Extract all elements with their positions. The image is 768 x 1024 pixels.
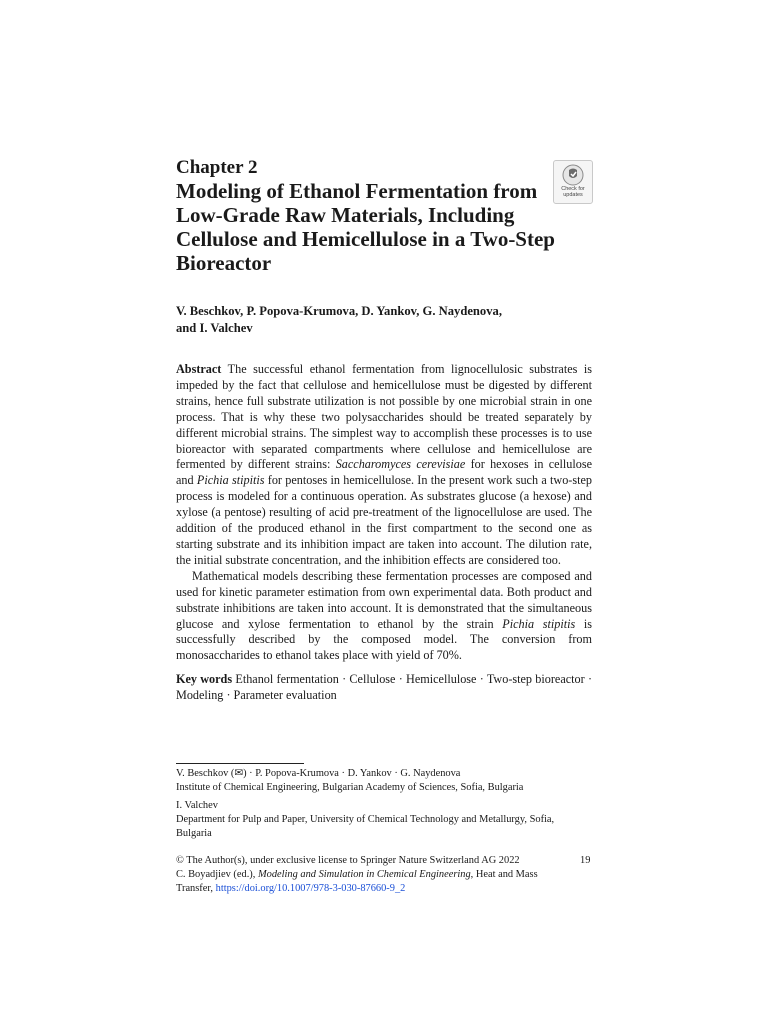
keywords [176, 672, 592, 704]
abstract-text-1a: The successful ethanol fermentation from lignocellulosic substrates is impeded by the fact that cellulose and hemicellulose must be digested by different strains, hence full substrate utilization is not possible by one microbial strain in one process. That is why these two polysaccharides should be treated separately by different microbial strains. The simplest way to accomplish these processes is to use bioreactor with separated compartments where cellulose and hemicellulose are fermented by different strains: [176, 362, 592, 472]
abstract-paragraph-1 [176, 362, 592, 569]
author-list [176, 303, 596, 337]
abstract-label: Abstract [176, 362, 222, 376]
species-pichia: Pichia stipitis [196, 473, 265, 488]
check-for-updates-icon [562, 164, 584, 186]
chapter-title: Modeling of Ethanol Fermentation from Low-Grade Raw Materials, Including Cellulose and Hemicellulose in a Two-Step Bioreactor [176, 179, 555, 275]
copyright-notice [176, 854, 571, 896]
copyright-text: © The Author(s), under exclusive license to Springer Nature Switzerland AG 2022 [176, 855, 520, 866]
badge-text-line1: Check for [561, 186, 585, 192]
page-number: 19 [580, 855, 591, 866]
affiliation-2 [176, 799, 571, 841]
affiliation-1-institution: Institute of Chemical Engineering, Bulgarian Academy of Sciences, Sofia, Bulgaria [176, 782, 524, 793]
affiliation-1 [176, 767, 592, 795]
abstract-text-2a: Mathematical models describing these fermentation processes are composed and used for kinetic parameter estimation from own experimental data. Both product and substrate inhibitions are taken into account. It is demonstrated that the simultaneous glucose and xylose fermentation to ethanol by the strain [176, 568, 592, 631]
abstract-paragraph-2 [176, 569, 592, 664]
abstract-text-2b: is successfully described by the composed model. The conversion from monosaccharides to ethanol takes place with yield of 70%. [176, 616, 593, 663]
authors-line1: V. Beschkov, P. Popova-Krumova, D. Yankov, G. Naydenova, [176, 304, 502, 318]
affiliation-2-institution: Department for Pulp and Paper, University of Chemical Technology and Metallurgy, Sofia, Bulgaria [176, 814, 555, 839]
affiliation-2-name: I. Valchev [176, 800, 218, 811]
footnote-divider [176, 763, 304, 764]
species-saccharomyces: Saccharomyces cerevisiae [335, 457, 466, 472]
authors-line2: and I. Valchev [176, 321, 253, 335]
abstract [176, 362, 592, 664]
book-title: Modeling and Simulation in Chemical Engineering [257, 869, 471, 880]
citation-series: , Heat and Mass Transfer, [176, 869, 538, 894]
affiliation-1-names: V. Beschkov (✉) · P. Popova-Krumova · D. Yankov · G. Naydenova [176, 768, 461, 779]
badge-text-line2: updates [563, 192, 583, 198]
citation-editor: C. Boyadjiev (ed.), [176, 869, 256, 880]
abstract-text-1c: for pentoses in hemicellulose. In the present work such a two-step process is modeled for a continuous operation. As substrates glucose (a hexose) and xylose (a pentose) resulting of acid pre-treatment of the lignocellulose are used. The addition of the produced ethanol in the first compartment to the second one as starting substrate and its inhibition impact are taken into account. The dilution rate, the initial substrate concentration, and the inhibition effects are considered too. [176, 473, 592, 567]
species-pichia-2: Pichia stipitis [502, 616, 576, 631]
abstract-text-1b: for hexoses in cellulose and [176, 457, 593, 488]
doi-link[interactable]: https://doi.org/10.1007/978-3-030-87660-9_2 [215, 883, 406, 894]
check-for-updates-badge[interactable] [553, 160, 593, 204]
keywords-label: Key words [176, 672, 233, 686]
chapter-label: Chapter 2 [176, 157, 258, 178]
keywords-text: Ethanol fermentation · Cellulose · Hemicellulose · Two-step bioreactor · Modeling · Parameter evaluation [176, 672, 593, 702]
